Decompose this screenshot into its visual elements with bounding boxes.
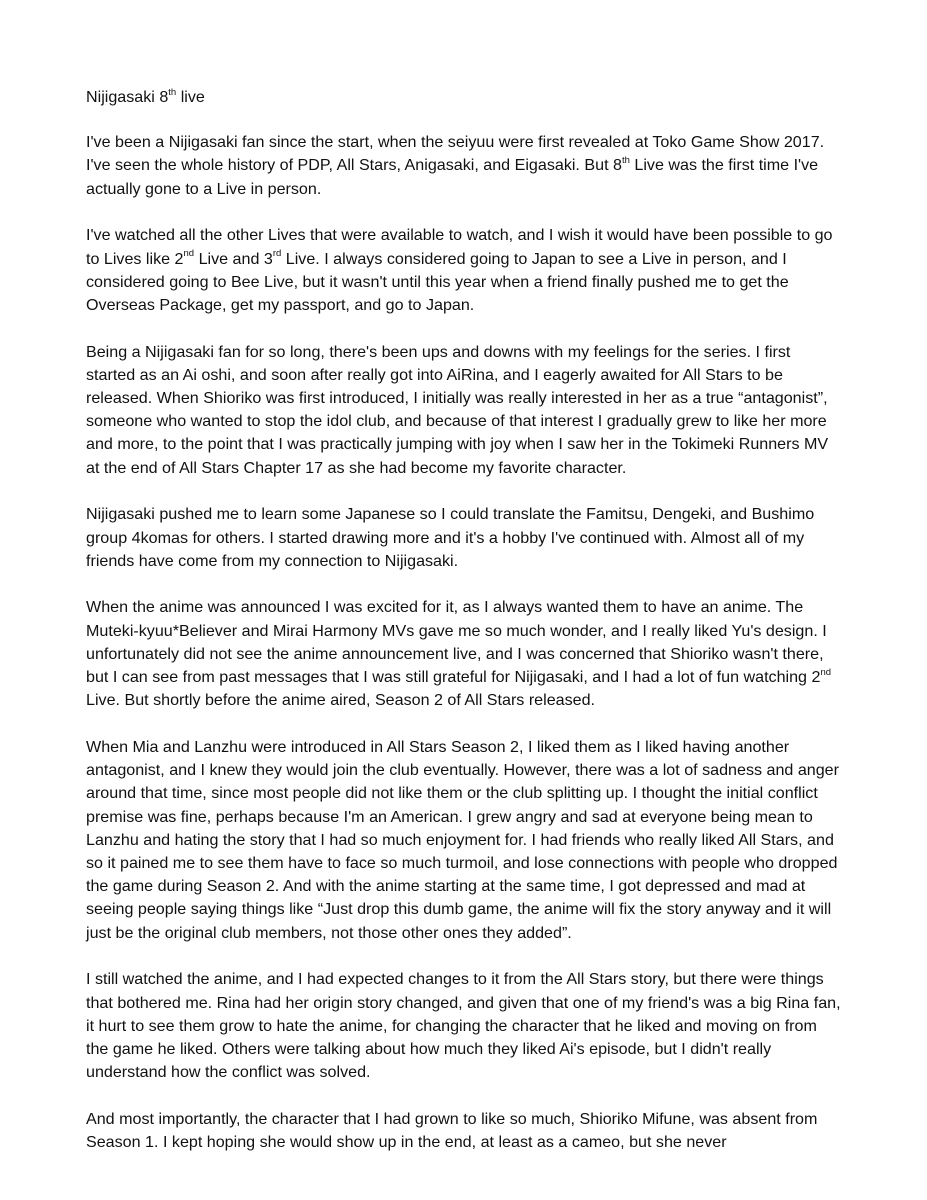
paragraph <box>86 341 842 480</box>
ordinal-suffix: rd <box>272 248 282 260</box>
paragraph-text: When Mia and Lanzhu were introduced in All Stars Season 2, I liked them as I liked having another antagonist, and I knew they would join the club eventually. However, there was a lot of sadness and anger around that time, since most people did not like them or the club splitting up. I thought the initial conflict premise was fine, perhaps because I'm an American. I grew angry and sad at everyone being mean to Lanzhu and hating the story that I had so much enjoyment for. I had friends who really liked All Stars, and so it pained me to see them have to face so much turmoil, and lose connections with people who dropped the game during Season 2. And with the anime starting at the same time, I got depressed and mad at seeing people saying things like “Just drop this dumb game, the anime will fix the story anyway and it will just be the original club members, not those other ones they added”. <box>86 737 839 942</box>
paragraph-text: I still watched the anime, and I had expected changes to it from the All Stars story, but there were things that bothered me. Rina had her origin story changed, and given that one of my friend's was a big Rina fan, it hurt to see them grow to hate the anime, for changing the character that he liked and moving on from the game he liked. Others were talking about how much they liked Ai's episode, but I didn't really understand how the conflict was solved. <box>86 970 841 1082</box>
paragraph <box>86 968 842 1084</box>
paragraph <box>86 1108 842 1154</box>
paragraph <box>86 736 842 945</box>
paragraph-text: Nijigasaki pushed me to learn some Japanese so I could translate the Famitsu, Dengeki, and Bushimo group 4komas for others. I started drawing more and it's a hobby I've continued with. Almost all of my friends have come from my connection to Nijigasaki. <box>86 505 815 570</box>
ordinal-suffix: nd <box>183 248 195 260</box>
ordinal-suffix: th <box>621 155 630 167</box>
paragraph <box>86 224 842 317</box>
paragraph-text: Live and 3 <box>194 249 273 268</box>
ordinal-suffix: nd <box>820 666 832 678</box>
paragraph-text: Live was the first time I've actually gone to a Live in person. <box>86 156 819 198</box>
paragraph-text: Being a Nijigasaki fan for so long, there's been ups and downs with my feelings for the series. I first started as an Ai oshi, and soon after really got into AiRina, and I eagerly awaited for All Stars to be released. When Shioriko was first introduced, I initially was really interested in her as a true “antagonist”, someone who wanted to stop the idol club, and because of that interest I gradually grew to like her more and more, to the point that I was practically jumping with joy when I saw her in the Tokimeki Runners MV at the end of All Stars Chapter 17 as she had become my favorite character. <box>86 342 829 477</box>
paragraph-text: Live. But shortly before the anime aired, Season 2 of All Stars released. <box>86 691 596 710</box>
paragraph <box>86 131 842 201</box>
paragraph <box>86 596 842 712</box>
document-body <box>86 86 842 1178</box>
paragraph-text: I've watched all the other Lives that were available to watch, and I wish it would have been possible to go to Lives like 2 <box>86 226 833 268</box>
title-text: Nijigasaki 8 <box>86 88 169 106</box>
title-ordinal-suffix: th <box>168 86 177 98</box>
document-title <box>86 86 842 109</box>
paragraph <box>86 503 842 573</box>
paragraph-text: And most importantly, the character that I had grown to like so much, Shioriko Mifune, was absent from Season 1. I kept hoping she would show up in the end, at least as a cameo, but she never <box>86 1109 818 1152</box>
title-text-end: live <box>176 88 205 106</box>
paragraph-list <box>86 131 842 1154</box>
paragraph-text: I've been a Nijigasaki fan since the start, when the seiyuu were first revealed at Toko Game Show 2017. I've seen the whole history of PDP, All Stars, Anigasaki, and Eigasaki. But 8 <box>86 133 825 175</box>
paragraph-text: When the anime was announced I was excited for it, as I always wanted them to have an anime. The Muteki-kyuu*Believer and Mirai Harmony MVs gave me so much wonder, and I really liked Yu's design. I unfortunately did not see the anime announcement live, and I was concerned that Shioriko wasn't there, but I can see from past messages that I was still grateful for Nijigasaki, and I had a lot of fun watching 2 <box>86 598 827 687</box>
paragraph-text: Live. I always considered going to Japan to see a Live in person, and I considered going to Bee Live, but it wasn't until this year when a friend finally pushed me to get the Overseas Package, get my passport, and go to Japan. <box>86 249 789 314</box>
